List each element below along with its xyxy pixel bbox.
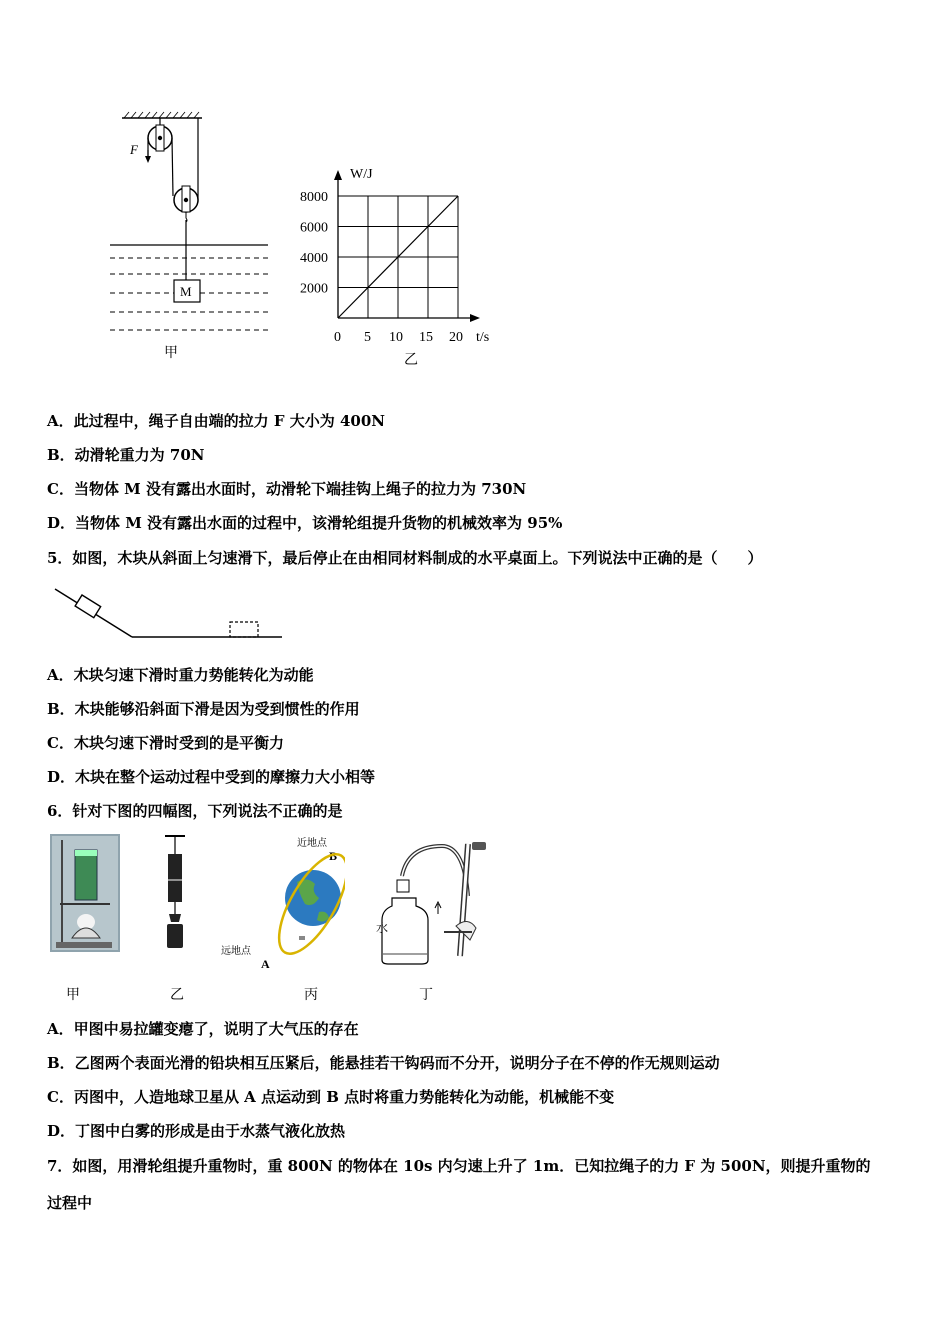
x-tick-label: 20 xyxy=(449,330,463,345)
q4-option-d: D．当物体 M 没有露出水面的过程中，该滑轮组提升货物的机械效率为 95% xyxy=(47,514,563,532)
y-tick-label: 4000 xyxy=(300,251,328,266)
water-label: 水 xyxy=(376,921,389,935)
q5-option-b: B．木块能够沿斜面下滑是因为受到惯性的作用 xyxy=(47,700,360,718)
q4-option-c: C．当物体 M 没有露出水面时，动滑轮下端挂钩上绳子的拉力为 730N xyxy=(47,480,527,498)
point-B-label: B xyxy=(329,849,338,863)
q6-caption-ding: 丁 xyxy=(419,987,433,1003)
pulley-diagram xyxy=(100,108,280,368)
wooden-block-final xyxy=(230,622,258,637)
q4-option-b: B．动滑轮重力为 70N xyxy=(47,446,205,464)
q6-option-a: A．甲图中易拉罐变瘪了，说明了大气压的存在 xyxy=(47,1020,359,1038)
q7-stem-line2: 过程中 xyxy=(47,1194,93,1212)
x-tick-label: 15 xyxy=(419,330,433,345)
y-tick-label: 2000 xyxy=(300,281,328,297)
can-heating-figure xyxy=(50,834,120,952)
point-A-label: A xyxy=(261,957,270,971)
bottle-pump-figure xyxy=(372,836,502,968)
work-time-chart xyxy=(290,160,510,370)
q5-option-d: D．木块在整个运动过程中受到的摩擦力大小相等 xyxy=(47,768,376,786)
q5-option-a: A．木块匀速下滑时重力势能转化为动能 xyxy=(47,666,314,684)
satellite-orbit-figure xyxy=(215,832,345,972)
q5-option-c: C．木块匀速下滑时受到的是平衡力 xyxy=(47,734,284,752)
q6-stem: 6．针对下图的四幅图，下列说法不正确的是 xyxy=(47,802,343,820)
q6-option-b: B．乙图两个表面光滑的铅块相互压紧后，能悬挂若干钩码而不分开，说明分子在不停的作无规则运动 xyxy=(47,1054,720,1072)
y-axis-label: W/J xyxy=(350,167,373,182)
y-axis-arrow xyxy=(334,170,342,180)
q6-caption-jia: 甲 xyxy=(66,987,80,1003)
y-tick-label: 8000 xyxy=(300,190,328,205)
x-tick-label: 10 xyxy=(389,330,403,345)
y-tick-label: 6000 xyxy=(300,220,328,236)
figure-yi-caption: 乙 xyxy=(404,352,418,368)
q4-option-a: A．此过程中，绳子自由端的拉力 F 大小为 400N xyxy=(47,412,385,430)
q6-option-d: D．丁图中白雾的形成是由于水蒸气液化放热 xyxy=(47,1122,346,1140)
q7-stem-line1: 7．如图，用滑轮组提升重物时，重 800N 的物体在 10s 内匀速上升了 1m．已知拉绳子的力 F 为 500N，则提升重物的 xyxy=(47,1157,871,1175)
q6-caption-bing: 丙 xyxy=(304,987,318,1003)
x-tick-label: 0 xyxy=(334,330,341,345)
q5-stem: 5．如图，木块从斜面上匀速滑下，最后停止在由相同材料制成的水平桌面上。下列说法中正确的是（ ） xyxy=(47,549,763,567)
apogee-label: 远地点 xyxy=(221,946,251,957)
lead-blocks-figure xyxy=(155,834,195,952)
incline-diagram xyxy=(50,583,290,645)
x-tick-label: 5 xyxy=(364,330,371,345)
q6-caption-yi: 乙 xyxy=(170,987,184,1003)
x-axis-label: t/s xyxy=(476,330,490,345)
force-F-label: F xyxy=(130,142,138,157)
satellite-icon xyxy=(299,936,305,940)
x-axis-arrow xyxy=(470,314,480,322)
perigee-label: 近地点 xyxy=(297,838,327,849)
figure-jia-caption: 甲 xyxy=(164,345,178,361)
block-M-label: M xyxy=(180,284,192,299)
q6-option-c: C．丙图中，人造地球卫星从 A 点运动到 B 点时将重力势能转化为动能，机械能不变 xyxy=(47,1088,615,1106)
